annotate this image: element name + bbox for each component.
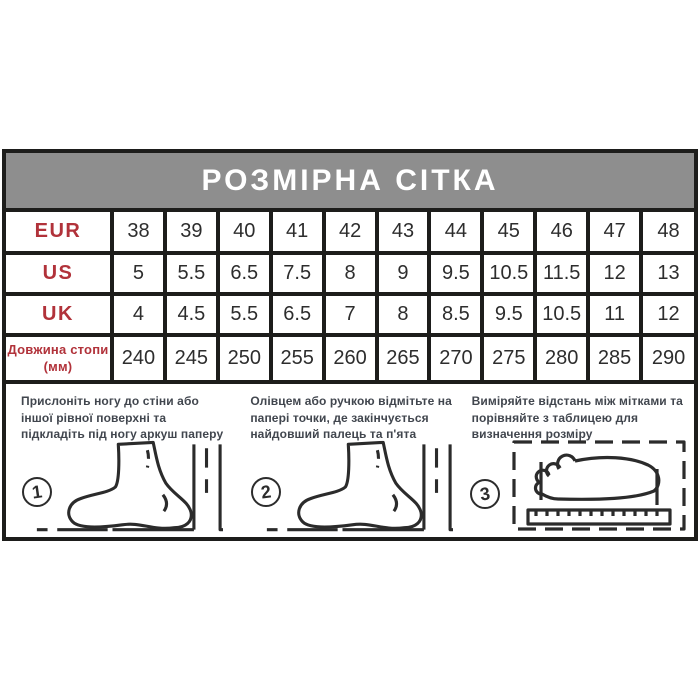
table-row bbox=[6, 253, 694, 294]
size-cell: 9 bbox=[377, 253, 430, 294]
size-cell: 245 bbox=[165, 335, 218, 380]
instruction-step-2 bbox=[235, 384, 464, 537]
instruction-text-2: Олівцем або ручкою відмітьте на папері точки, де закінчується найдовший палець та п'ята bbox=[250, 394, 452, 442]
size-cell: 8.5 bbox=[429, 294, 482, 335]
size-cell: 12 bbox=[641, 294, 694, 335]
size-cell: 265 bbox=[377, 335, 430, 380]
size-table bbox=[6, 212, 694, 380]
row-label: EUR bbox=[6, 212, 112, 253]
size-cell: 280 bbox=[535, 335, 588, 380]
step-number-2: 2 bbox=[259, 480, 273, 503]
size-cell: 270 bbox=[429, 335, 482, 380]
size-cell: 47 bbox=[588, 212, 641, 253]
size-cell: 42 bbox=[324, 212, 377, 253]
size-cell: 240 bbox=[112, 335, 165, 380]
instruction-step-1 bbox=[6, 384, 235, 537]
size-cell: 11 bbox=[588, 294, 641, 335]
table-row bbox=[6, 335, 694, 380]
measurement-instructions bbox=[6, 380, 694, 537]
size-cell: 13 bbox=[641, 253, 694, 294]
size-cell: 9.5 bbox=[429, 253, 482, 294]
size-cell: 260 bbox=[324, 335, 377, 380]
foot-with-ruler-icon bbox=[511, 439, 687, 532]
size-cell: 5 bbox=[112, 253, 165, 294]
size-cell: 8 bbox=[324, 253, 377, 294]
size-cell: 48 bbox=[641, 212, 694, 253]
instruction-text-3: Виміряйте відстань між мітками та порівняйте з таблицею для визначення розміру bbox=[471, 394, 683, 442]
instruction-step-3 bbox=[465, 384, 694, 537]
size-cell: 43 bbox=[377, 212, 430, 253]
step-number-1: 1 bbox=[30, 480, 44, 503]
size-cell: 5.5 bbox=[218, 294, 271, 335]
foot-against-wall-icon bbox=[263, 440, 453, 534]
size-cell: 46 bbox=[535, 212, 588, 253]
size-cell: 45 bbox=[482, 212, 535, 253]
size-cell: 10.5 bbox=[535, 294, 588, 335]
size-cell: 41 bbox=[271, 212, 324, 253]
size-cell: 40 bbox=[218, 212, 271, 253]
size-cell: 6.5 bbox=[218, 253, 271, 294]
size-cell: 38 bbox=[112, 212, 165, 253]
size-cell: 7.5 bbox=[271, 253, 324, 294]
size-chart-card bbox=[2, 149, 698, 541]
row-label: US bbox=[6, 253, 112, 294]
size-cell: 290 bbox=[641, 335, 694, 380]
size-cell: 9.5 bbox=[482, 294, 535, 335]
size-chart-header bbox=[6, 153, 694, 212]
size-cell: 39 bbox=[165, 212, 218, 253]
size-cell: 5.5 bbox=[165, 253, 218, 294]
size-cell: 7 bbox=[324, 294, 377, 335]
size-cell: 10.5 bbox=[482, 253, 535, 294]
step-number-3: 3 bbox=[478, 482, 491, 505]
size-cell: 6.5 bbox=[271, 294, 324, 335]
row-label: Довжина стопи (мм) bbox=[6, 335, 112, 380]
size-cell: 4.5 bbox=[165, 294, 218, 335]
table-row bbox=[6, 294, 694, 335]
step-number-badge-3 bbox=[470, 479, 500, 509]
table-row bbox=[6, 212, 694, 253]
size-cell: 255 bbox=[271, 335, 324, 380]
foot-against-wall-icon bbox=[30, 440, 223, 534]
instruction-text-1: Прислоніть ногу до стіни або іншої рівної поверхні та підкладіть під ногу аркуш паперу bbox=[21, 394, 224, 442]
size-cell: 275 bbox=[482, 335, 535, 380]
page-title: РОЗМІРНА СІТКА bbox=[201, 163, 499, 197]
size-cell: 11.5 bbox=[535, 253, 588, 294]
size-cell: 4 bbox=[112, 294, 165, 335]
size-cell: 250 bbox=[218, 335, 271, 380]
size-cell: 12 bbox=[588, 253, 641, 294]
size-cell: 44 bbox=[429, 212, 482, 253]
size-cell: 8 bbox=[377, 294, 430, 335]
size-table-body bbox=[6, 212, 694, 380]
size-cell: 285 bbox=[588, 335, 641, 380]
row-label: UK bbox=[6, 294, 112, 335]
